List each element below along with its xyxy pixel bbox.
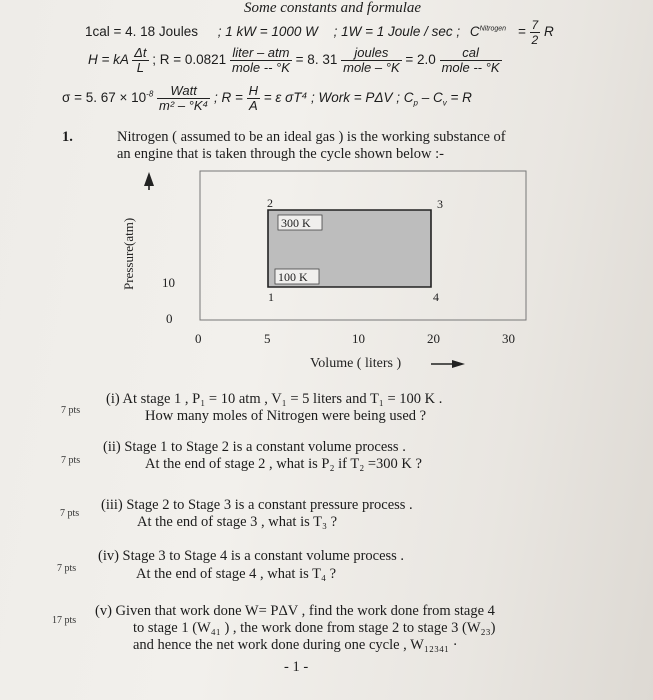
question-1-line-2: How many moles of Nitrogen were being used ? bbox=[145, 408, 427, 424]
watt-constant: ; 1W = 1 Joule / sec ; bbox=[333, 24, 461, 40]
constants-title: Some constants and formulae bbox=[244, 0, 422, 16]
vertex-label-2: 2 bbox=[267, 196, 273, 210]
vertex-label-4: 4 bbox=[433, 290, 439, 304]
x-tick-label: 0 bbox=[195, 331, 202, 346]
question-5-line-1: (v) Given that work done W= PΔV , find the work done from stage 4 bbox=[95, 603, 495, 619]
points-label: 7 pts bbox=[61, 405, 81, 416]
question-3-line-2: At the end of stage 3 , what is T₃ ? bbox=[137, 514, 338, 530]
question-4-line-2: At the end of stage 4 , what is T₄ ? bbox=[136, 566, 337, 582]
problem-number: 1. bbox=[62, 129, 73, 145]
kw-constant: ; 1 kW = 1000 W bbox=[217, 24, 318, 40]
gas-constant-formula: ; R = 0.0821 $\frac{\text{liter – atm}}{\text{mole -- °K}}$ = 8. 31 $\frac{\text{joules}}{\text{mole – °K}}$ = 2.0 $\frac{\text{cal}}{\text{mole -- °K}}$ bbox=[152, 45, 500, 75]
question-1-line-1: (i) At stage 1 , P₁ = 10 atm , V₁ = 5 liters and T₁ = 100 K . bbox=[106, 391, 443, 407]
y-tick-label: 10 bbox=[162, 275, 175, 290]
question-4-line-1: (iv) Stage 3 to Stage 4 is a constant volume process . bbox=[98, 548, 405, 564]
stefan-boltzmann-constant: σ = 5. $67 \times 10^{-8}$ $\frac{\text{Watt}}{\text{m² – °K⁴}}$ bbox=[62, 83, 209, 113]
cal-constant: 1cal = 4. 18 Joules bbox=[85, 24, 198, 40]
problem-text-line-2: an engine that is taken through the cycle shown below :- bbox=[117, 146, 444, 162]
heat-conduction-formula: H = kA $\frac{\Delta t}{L}$ bbox=[88, 45, 147, 75]
cp-nitrogen: $C^{Nitrogen}$ = $\frac{7}{2}$ R bbox=[469, 18, 554, 47]
points-label: 7 pts bbox=[57, 563, 77, 574]
temperature-label-1: 300 K bbox=[281, 216, 311, 230]
points-label: 7 pts bbox=[61, 455, 81, 466]
points-label: 7 pts bbox=[60, 508, 80, 519]
x-tick-label: 10 bbox=[352, 331, 365, 346]
y-tick-label: 0 bbox=[166, 311, 173, 326]
y-axis-arrow-head bbox=[144, 172, 154, 186]
x-axis-label: Volume ( liters ) bbox=[310, 356, 402, 371]
question-2-line-2: At the end of stage 2 , what is P₂ if T₂ =300 K ? bbox=[145, 456, 422, 472]
question-5-line-3: and hence the net work done during one cycle , W₁₂₃₄₁ · bbox=[133, 637, 458, 653]
y-axis-label: Pressure(atm) bbox=[121, 217, 136, 290]
x-axis-arrow-head bbox=[452, 360, 465, 368]
problem-text-line-1: Nitrogen ( assumed to be an ideal gas ) is the working substance of bbox=[117, 129, 506, 145]
question-2-line-1: (ii) Stage 1 to Stage 2 is a constant volume process . bbox=[103, 439, 406, 455]
radiation-formula: ; R = $\frac{H}{A}$ = ε σT⁴ ; Work = PΔV ; $C_p - C_v = R$ bbox=[213, 83, 472, 113]
question-5-line-2: to stage 1 (W₄₁ ) , the work done from stage 2 to stage 3 (W₂₃) bbox=[133, 620, 496, 636]
points-label: 17 pts bbox=[52, 615, 77, 626]
vertex-label-3: 3 bbox=[437, 197, 443, 211]
temperature-label-2: 100 K bbox=[278, 270, 308, 284]
page-number: - 1 - bbox=[284, 659, 309, 675]
x-tick-label: 30 bbox=[502, 331, 515, 346]
vertex-label-1: 1 bbox=[268, 290, 274, 304]
x-tick-label: 5 bbox=[264, 331, 271, 346]
x-tick-label: 20 bbox=[427, 331, 440, 346]
question-3-line-1: (iii) Stage 2 to Stage 3 is a constant pressure process . bbox=[101, 497, 413, 513]
